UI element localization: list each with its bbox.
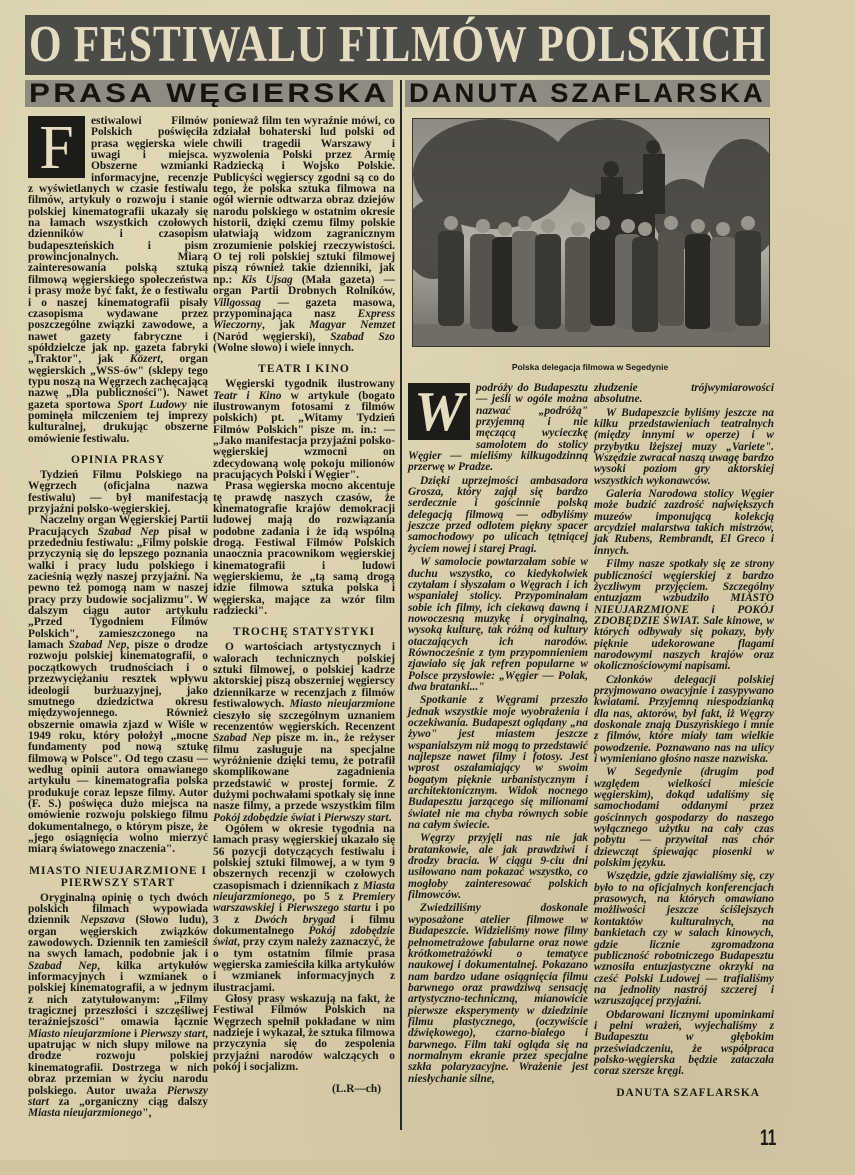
text-run: , pisze o drodze rozwoju polskiej kinematografii, o początkowych trudnościach i o przezwyciężaniu resztek wpływu ideologii burżuazyjnej, jako smutnego dziedzictwa okresu międzywojennego. Również obszernie omawia zjazd w Wiśle w 1949 roku, który położył „mocne fundamenty pod nową sztukę filmową w Polsce". Od tego czasu — według opinii autora omawianego artykułu — kinematografia polska produkuje coraz lepsze filmy. Autor (F. S.) poświęca dużo miejsca na omówienie rozwoju polskiego filmu dokumentalnego, o którym pisze, że „jego osiągnięcia wolno mierzyć miarą światowego znaczenia".: [28, 639, 208, 856]
right-article-heading: DANUTA SZAFLARSKA: [409, 80, 766, 107]
text-run: W Segedynie (drugim pod względem wielkości mieście węgierskim), dokąd udaliśmy się samochodami oddanymi przez gościnnych gospodarzy do naszego wyłącznego użytku na cały czas pobytu — przywitał nas chór dziewcząt śpiewając piosenki w polskim języku.: [594, 766, 774, 870]
paragraph: [594, 871, 774, 1007]
person-head: [716, 222, 730, 236]
author-signature: DANUTA SZAFLARSKA: [616, 1086, 760, 1099]
italic-title: Magyar Nemzet: [309, 319, 395, 332]
drop-cap: F: [28, 116, 85, 178]
page-edge: [0, 1160, 855, 1175]
text-run: Dzięki uprzejmości ambasadora Grosza, który zajął się bardzo serdecznie i gościnnie polską delegacją filmową — odbyliśmy jeszcze przed odlotem piękny spacer samochodowy po ulicach tętniącej życiem nowej i starej Pragi.: [408, 474, 588, 555]
text-run: Galeria Narodowa stolicy Węgier może budzić zazdrość największych muzeów imponującą kolekcją arcydzieł malarstwa takich mistrzów, jak Rubens, Rembrandt, El Greco i innych.: [594, 488, 774, 557]
text-run: Obdarowani licznymi upominkami i pełni wrażeń, wyjechaliśmy z Budapesztu w głębokim przeświadczeniu, że współpraca polsko-węgierska będzie zataczała coraz szersze kręgi.: [594, 1008, 774, 1078]
section-heading: OPINIA PRASY: [70, 453, 166, 466]
italic-title: Szabad Nep: [68, 639, 127, 652]
article-column-4: [594, 383, 774, 1099]
paragraph: [408, 383, 588, 474]
italic-title: Pokój zdobędzie świat: [213, 811, 315, 824]
text-run: Węgierski tygodnik ilustrowany: [225, 378, 395, 391]
person-head: [691, 219, 705, 233]
person: [735, 231, 761, 326]
person: [590, 231, 616, 326]
main-title: O FESTIWALU FILMÓW POLSKICH: [29, 16, 766, 73]
person: [438, 231, 464, 326]
text-run: Tydzień Filmu Polskiego na Węgrzech (oficjalna nazwa festiwalu) — był manifestacją przyjaźni polsko-węgierskiej.: [28, 468, 208, 515]
paragraph: [408, 833, 588, 901]
text-run: Oryginalną opinię o tych dwóch polskich filmach wypowiada dziennik: [28, 891, 208, 927]
left-article-heading-band: [25, 80, 393, 107]
italic-title: Pokój zdobędzie świat: [213, 925, 395, 949]
photo-caption: Polska delegacja filmowa w Segedynie: [511, 362, 669, 372]
text-run: Głosy prasy wskazują na fakt, że Festiwal Filmów Polskich na Węgrzech spełnił pokładane w nim nadzieje i wykazał, że sztuka filmowa przyczynia się do zespolenia przyjaźni narodów walczących o pokój i socjalizm.: [213, 993, 395, 1074]
person-head: [621, 219, 635, 233]
italic-title: Szabad Nep: [97, 525, 160, 538]
person-head: [571, 222, 585, 236]
text-run: Spotkanie z Węgrami przeszło jednak wszystkie moje wyobrażenia i oczekiwania. Budapeszt oglądany „na żywo" jest miastem jeszcze wspanialszym niż mogą to przedstawić najlepsze nawet filmy i fotosy. Jest wprost oszałamiający w swoim bogatym pięknie urbanistycznym i architektonicznym. Widok nocnego Budapesztu jarzącego się milionami świateł nie ma chyba równych sobie na całym świecie.: [408, 694, 588, 832]
person: [710, 237, 736, 332]
text-run: — gazeta masowa, przypominająca nasz: [213, 296, 395, 320]
italic-title: Kis Ujsag: [241, 273, 293, 286]
italic-title: Villgossag: [213, 296, 262, 309]
italic-title: Szabad Nep: [28, 959, 98, 972]
paragraph: [594, 675, 774, 766]
person-head: [444, 216, 458, 230]
paragraph: [594, 408, 774, 487]
person-head: [741, 216, 755, 230]
person: [565, 237, 591, 332]
text-run: i: [131, 1027, 141, 1040]
text-run: Ogółem w okresie tygodnia na łamach prasy węgierskiej ukazało się 56 pozycji dotyczących festiwalu i polskiej sztuki filmowej, a w tym 9 obszernych recenzji w czołowych czasopismach i dziennikach z: [213, 822, 395, 892]
italic-title: Miasta nieujarzmionego: [28, 1107, 143, 1120]
paragraph: [28, 893, 208, 1120]
italic-title: Közert: [129, 353, 161, 366]
person: [512, 231, 538, 326]
italic-title: Nepszava: [80, 914, 125, 927]
person-head: [541, 219, 555, 233]
text-run: złudzenie trójwymiarowości absolutne.: [594, 382, 774, 406]
person-head: [476, 219, 490, 233]
text-run: , po 5 z: [292, 891, 352, 903]
italic-title: Dwóch brygad: [254, 913, 336, 926]
italic-title: Miasta nieujarzmionego: [213, 879, 395, 903]
paragraph: [594, 767, 774, 869]
right-article-heading-band: [405, 80, 770, 107]
text-run: ",: [142, 1107, 152, 1120]
italic-title: Miasto nieujarzmione: [289, 698, 396, 711]
text-run: i: [314, 811, 324, 824]
paragraph: [408, 476, 588, 555]
section-heading: TEATR I KINO: [258, 363, 350, 376]
paragraph: [213, 824, 395, 994]
text-run: i po 3 z: [213, 902, 395, 926]
paragraph: [594, 383, 774, 406]
italic-title: Szabad Szo: [330, 330, 395, 343]
paragraph: [213, 379, 395, 481]
person: [632, 237, 658, 332]
italic-title: Express Wieczorny: [213, 307, 395, 332]
page-number: 11: [760, 1125, 777, 1150]
paragraph: [28, 116, 208, 445]
text-run: estiwalowi Filmów Polskich poświęciła prasa węgierska wiele uwagi i miejsca. Obszerne wzmianki informacyjne, recenzje z wyświetlanych w czasie festiwalu filmów, artykuły o rozwoju i stanie polskiej kinematografii ukazały się na łamach wszystkich czołowych dzienników i czasopism budapeszteńskich i pism prowincjonalnych. Miarą zainteresowania polską sztuką filmową węgierskiego społeczeństwa i prasy może być fakt, że o festiwalu i o naszej kinematografii pisały czasopisma wydawane przez poszczególne związki zawodowe, a nawet gazety fabryczne i spółdzielcze jak np. gazeta fabryki „Traktor", jak: [28, 115, 208, 366]
text-run: ponieważ film ten wyraźnie mówi, co zdziałał bohaterski lud polski od chwili tragedii Warszawy i wyzwolenia Polski przez Armię Radziecką i Wojsko Polskie. Publicyści węgierscy zgodni są co do tego, że polska sztuka filmowa na ogół wiernie odtwarza obraz dziejów narodu polskiego w ostatnim okresie historii, dzięki czemu filmy polskie ułatwiają widzom zagranicznym zrozumienie polskiej rzeczywistości. O tej roli polskiej sztuki filmowej piszą również takie dzienniki, jak np.:: [213, 115, 395, 286]
text-run: (Słowo ludu), organ węgierskich związków zawodowych. Dziennik ten zamieścił na swych łamach, podobnie jak i: [28, 914, 208, 961]
text-run: Filmy nasze spotkały się ze strony publiczności węgierskiej z bardzo życzliwym przyjęciem. Szczególny entuzjazm wzbudziło MIASTO NIEUJARZMIONE i POKÓJ ZDOBĘDZIE ŚWIAT. Sale kinowe, w których odbywały się pokazy, były pięknie udekorowane flagami narodowymi naszych krajów oraz okolicznościowymi napisami.: [594, 558, 774, 673]
text-run: (Wolne słowo) i wiele innych.: [213, 341, 354, 354]
person: [658, 231, 684, 326]
italic-title: Miasto nieujarzmione: [28, 1027, 131, 1040]
person: [685, 234, 711, 329]
text-run: .: [388, 811, 392, 824]
paragraph: [28, 470, 208, 515]
text-run: O wartościach artystycznych i walorach technicznych polskiej sztuki filmowej, o polskiej kadrze aktorskiej piszą obszerniej węgierscy dziennikarze w recenzjach z filmów festiwalowych.: [213, 641, 395, 711]
text-run: (Mała gazeta) — organ Partii Drobnych Rolników,: [213, 273, 395, 298]
paragraph: [28, 515, 208, 855]
text-run: pisze m. in., że reżyser filmu zasługuje na specjalne wyróżnienie dzięki temu, że potrafił skomplikowane zagadnienia przedstawić w prostej formie. Z dużymi pochwałami spotkały się inne nasze filmy, a przede wszystkim film: [213, 732, 395, 813]
text-run: , przy czym należy zaznaczyć, że o tym ostatnim filmie prasa węgierska zamieściła kilka artykułów i wzmianek informacyjnych z ilustracjami.: [213, 936, 395, 994]
person-head: [638, 222, 652, 236]
text-run: Naczelny organ Węgierskiej Partii Pracujących: [28, 514, 208, 538]
text-run: , jak: [261, 319, 310, 332]
text-run: Członków delegacji polskiej przyjmowano owacyjnie i zasypywano kwiatami. Przyjemną niespodzianką dla nas, aktorów, był fakt, iż Węgrzy doskonale znają Duszyńskiego i mnie z filmów, które miały tam wielkie powodzenie. Poznawano nas na ulicy i wymieniano głośno nasze nazwiska.: [594, 673, 774, 765]
photo-delegation: [412, 118, 770, 347]
text-run: nie pominęła milczeniem tej imprezy kulturalnej, drukując obszerne omówienie festiwalu.: [28, 398, 208, 445]
text-run: W Budapeszcie byliśmy jeszcze na kilku przedstawieniach teatralnych (między innymi w operze) i w przybytku lżejszej muzy „Variete". Wszędzie zwracał naszą uwagę bardzo wysoki poziom gry aktorskiej wszystkich wykonawców.: [594, 406, 774, 487]
text-run: podróży do Budapesztu — jeśli w ogóle można nazwać „podróżą" przyjemną i nie męczącą wycieczkę samolotem do stolicy Węgier — mieliśmy kilkugodzinną przerwę w Pradze.: [408, 382, 588, 474]
author-signature: (L.R—ch): [331, 1082, 381, 1095]
text-run: Wszędzie, gdzie zjawialiśmy się, czy było to na oficjalnych konferencjach prasowych, na których omawiano możliwości jeszcze ściślejszych kontaktów kulturalnych, na bankietach czy w salach kinowych, gdzie licznie zgromadzona publiczność robotniczego Budapesztu wznosiła entuzjastyczne okrzyki na cześć Polski Ludowej — trafialiśmy na jednolity nastrój szczerej i wzruszającej przyjaźni.: [594, 870, 774, 1008]
text-run: Węgrzy przyjęli nas nie jak bratankowie, ale jak prawdziwi i drodzy bracia. W ciągu 9-ciu dni usiłowano nam pokazać wszystko, co mogłoby zainteresować polskich filmowców.: [408, 832, 588, 902]
paragraph: [594, 559, 774, 672]
person-head: [498, 222, 512, 236]
main-title-banner: [25, 15, 770, 75]
paragraph: [213, 994, 395, 1073]
text-run: w artykule (bogato ilustrowanym fotosami z filmów polskich) pt. „Witamy Tydzień Filmów Polskich" pisze m. in.: — „Jako manifestacja przyjaźni polsko-węgierskiej wzmocni on zdecydowaną wolę pokoju milionów pracujących Polski i Węgier".: [213, 389, 395, 481]
italic-title: Pierwszy start: [140, 1027, 206, 1040]
section-heading: MIASTO NIEUJARZMIONE I PIERWSZY START: [29, 864, 207, 889]
text-run: i: [274, 902, 287, 915]
italic-title: Szabad Nep: [213, 732, 271, 745]
italic-title: Pierwszy start: [28, 1084, 208, 1108]
paragraph: [594, 1010, 774, 1078]
text-run: i filmu dokumentalnego: [213, 913, 395, 938]
text-run: za „organiczny ciąg dalszy: [48, 1095, 208, 1108]
text-run: , organ węgierskich „WSS-ów" (sklepy tego typu noszą na Węgrzech zachęcającą nazwę „Dla publiczności"). Nawet gazeta sportowa: [28, 353, 208, 411]
article-column-3: [408, 383, 588, 1085]
text-run: (Naród węgierski),: [213, 330, 331, 343]
drop-cap: W: [408, 383, 470, 440]
paragraph: [213, 481, 395, 617]
paragraph: [213, 116, 395, 354]
person-head: [596, 216, 610, 230]
text-run: W samolocie powtarzałam sobie w duchu wszystko, co kiedykolwiek czytałam i słyszałam o Węgrach i ich wspaniałej stolicy. Przypominałam sobie ich filmy, ich ciekawą dawną i nowoczesną muzykę i oryginalną, wysoką kulturę, tak różną od kultury otaczających ich narodów. Równocześnie z tym przypomnieniem zjawiało się jak refren popularne w Polsce przysłowie: „Węgier — Polak, dwa bratanki...": [408, 556, 588, 693]
section-heading: TROCHĘ STATYSTYKI: [232, 626, 376, 639]
italic-title: Teatr i Kino: [213, 389, 282, 402]
paragraph: [408, 903, 588, 1085]
paragraph: [213, 642, 395, 824]
italic-title: Premiery warszawskiej: [213, 891, 395, 915]
text-run: Prasa węgierska mocno akcentuje tę prawdę naszych czasów, że kinematografie krajów demokracji ludowej mają do rozwiązania podobne zadania i że idą wspólną drogą. Festiwal Filmów Polskich unaocznia pracownikom węgierskiej kinematografii i ludowi węgierskiemu, że „tą samą drogą idzie filmowa sztuka polska i węgierska, mające za wzór film radziecki".: [213, 480, 395, 618]
person-head: [518, 216, 532, 230]
paragraph: [594, 489, 774, 557]
text-run: cieszyło się szczególnym uznaniem recenzentów węgierskich. Recenzent: [213, 709, 395, 733]
text-run: pisał w przededniu festiwalu: „Filmy polskie przyczynią się do lepszego poznania walki i pracy ludu polskiego i zacieśnią węzły naszej przyjaźni. Na pewno też pomogą nam w naszej pracy przy budowie socjalizmu". W dalszym ciągu autor artykułu „Przed Tygodniem Filmów Polskich", zamieszczonego na łamach: [28, 525, 209, 652]
paragraph: [408, 695, 588, 831]
text-run: , kilka artykułów informacyjnych i wzmianek o polskiej kinematografii, a w jednym z nich zatytułowanym: „Filmy tragicznej przeszłości i szczęśliwej teraźniejszości" omawia łącznie: [28, 959, 208, 1029]
text-run: , upatrując w nich słupy milowe na drodze rozwoju polskiej kinematografii. Dostrzega w nich obraz przemian w życiu narodu polskiego. Autor uważa: [28, 1027, 209, 1097]
italic-title: Pierwszego startu: [286, 902, 371, 915]
italic-title: Pierwszy start: [323, 811, 389, 824]
article-column-2: [213, 116, 395, 1095]
paragraph: [408, 557, 588, 693]
person-head: [664, 216, 678, 230]
article-column-1: [28, 116, 208, 1120]
italic-title: Sport Ludowy: [117, 398, 187, 411]
text-run: Zwiedziliśmy doskonale wyposażone atelier filmowe w Budapeszcie. Widzieliśmy nowe filmy pełnometrażowe fabularne oraz nowe krótkometrażówki o tematyce naukowej i dokumentalnej. Pokazano nam bardzo udane osiągnięcia filmu barwnego oraz prawdziwą sensację artystyczno-techniczną, mianowicie pierwsze eksperymenty w dziedzinie filmu plastycznego, (oczywiście dźwiękowego), czarno-białego i barwnego. Film taki ogląda się na normalnym ekranie przez specjalne szkła polaryzacyjne. Wrażenie jest niesłychanie silne,: [408, 902, 588, 1085]
left-article-heading: PRASA WĘGIERSKA: [29, 80, 390, 107]
photo-image: [413, 119, 769, 346]
person: [535, 234, 561, 329]
column-divider: [400, 80, 402, 1130]
